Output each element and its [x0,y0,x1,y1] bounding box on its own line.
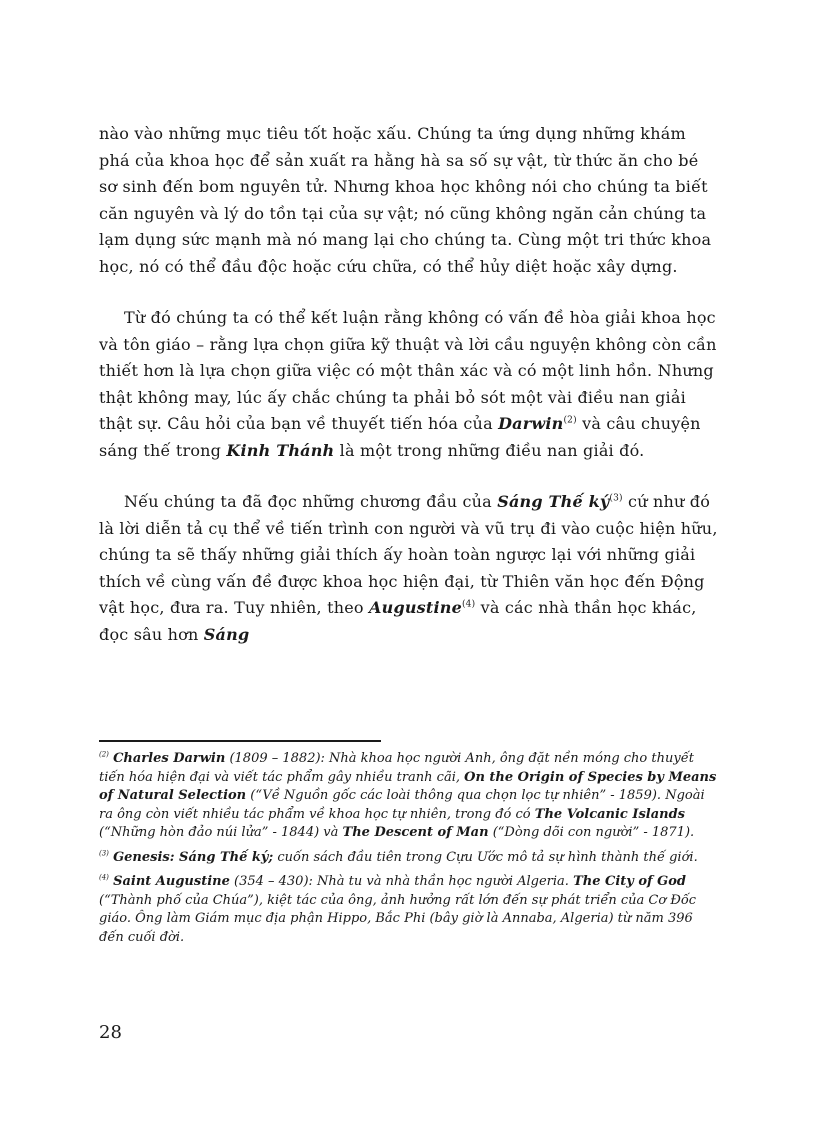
footnote-4 [99,873,719,947]
darwin-emphasis: Darwin [498,414,564,433]
footnote-2-bold-4: The Descent of Man [342,825,489,840]
footnote-2-text-3: (“Những hòn đảo núi lửa” - 1844) và [99,825,343,840]
paragraph-2-text-3: là một trong những điều nan giải đó. [334,440,645,460]
paragraph-2 [99,305,719,464]
footnote-2-text-1: (1809 – 1882): Nhà khoa học người Anh, ông đặt nền móng cho thuyết tiến hóa hiện đại và viết tác phẩm gây nhiều tranh cãi, [99,751,694,785]
paragraph-3-text-3: và các nhà thần học khác, đọc sâu hơn [99,598,697,644]
footnote-ref-2: (2) [563,415,577,426]
footnote-2-text-2: (“Về Nguồn gốc các loài thông qua chọn lọc tự nhiên” - 1859). Ngoài ra ông còn viết nhiều tác phẩm về khoa học tự nhiên, trong đó có [99,788,705,822]
footnote-ref-3: (3) [609,493,623,504]
footnote-2-bold-1: Charles Darwin [113,751,226,766]
sang-emphasis: Sáng [203,624,250,644]
footnote-3 [99,849,719,868]
footnote-4-bold-1: Saint Augustine [113,874,230,889]
paragraph-1 [99,121,719,280]
footnote-ref-4: (4) [461,599,476,610]
sang-the-ky-emphasis: Sáng Thế ký [497,492,610,511]
paragraph-2-text-2: và câu chuyện sáng thế trong [99,414,701,460]
page-number: 28 [99,1022,122,1043]
footnote-2-mark: (2) [99,750,109,759]
paragraph-3 [99,489,719,648]
footnote-2-bold-2: On the Origin of Species by Means of Natural Selection [99,769,717,803]
footnote-2 [99,750,719,843]
augustine-emphasis: Augustine [369,598,462,617]
kinh-thanh-emphasis: Kinh Thánh [226,440,335,460]
footnote-4-text-2: (“Thành phố của Chúa”), kiệt tác của ông, ảnh hưởng rất lớn đến sự phát triển của Cơ Đốc giáo. Ông làm Giám mục địa phận Hippo, Bắc Phi (bây giờ là Annaba, Algeria) từ năm 396 đến cuối đời. [99,892,697,945]
footnote-2-text-4: (“Dòng dõi con người” - 1871). [488,825,695,840]
footnotes [99,750,719,953]
footnote-3-text-1: cuốn sách đầu tiên trong Cựu Ước mô tả sự hình thành thế giới. [273,849,698,865]
footnote-3-mark: (3) [99,849,109,858]
footnote-4-text-1: (354 – 430): Nhà tu và nhà thần học người Algeria. [229,874,574,889]
paragraph-1-text: nào vào những mục tiêu tốt hoặc xấu. Chúng ta ứng dụng những khám phá của khoa học để sản xuất ra hằng hà sa số sự vật, từ thức ăn cho bé sơ sinh đến bom nguyên tử. Nhưng khoa học không nói cho chúng ta biết căn nguyên và lý do tồn tại của sự vật; nó cũng không ngăn cản chúng ta lạm dụng sức mạnh mà nó mang lại cho chúng ta. Cùng một tri thức khoa học, nó có thể đầu độc hoặc cứu chữa, có thể hủy diệt hoặc xây dựng. [99,124,712,276]
footnote-4-mark: (4) [99,873,109,882]
footnote-divider [99,740,381,742]
footnote-3-bold-1: Genesis: Sáng Thế ký; [113,849,274,865]
body-text [99,121,719,673]
footnote-2-bold-3: The Volcanic Islands [534,806,685,822]
paragraph-3-text-1: Nếu chúng ta đã đọc những chương đầu của [124,492,498,511]
footnote-4-bold-2: The City of God [573,874,687,889]
paragraph-2-text-1: Từ đó chúng ta có thể kết luận rằng không có vấn đề hòa giải khoa học và tôn giáo – rằng lựa chọn giữa kỹ thuật và lời cầu nguyện không còn cần thiết hơn là lựa chọn giữa việc có một thân xác và có một linh hồn. Nhưng thật không may, lúc ấy chắc chúng ta phải bỏ sót một vài điều nan giải thật sự. Câu hỏi của bạn về thuyết tiến hóa của [99,308,717,433]
paragraph-3-text-2: cứ như đó là lời diễn tả cụ thể về tiến trình con người và vũ trụ đi vào cuộc hiện hữu, chúng ta sẽ thấy những giải thích ấy hoàn toàn ngược lại với những giải thích về cùng vấn đề được khoa học hiện đại, từ Thiên văn học đến Động vật học, đưa ra. Tuy nhiên, theo [99,492,718,617]
